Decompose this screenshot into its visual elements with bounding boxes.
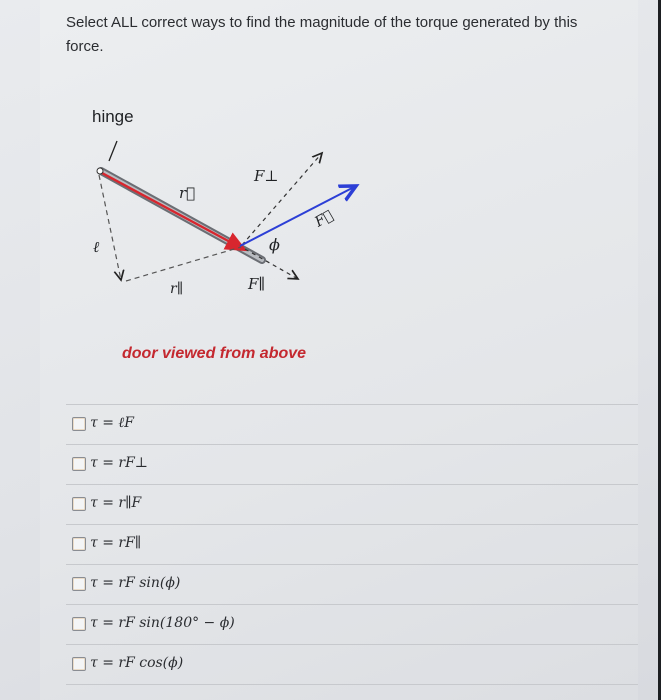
option-label: τ = r∥F	[90, 495, 142, 511]
checkbox[interactable]	[72, 617, 86, 631]
torque-diagram	[40, 95, 638, 385]
option-row[interactable]	[66, 604, 638, 644]
option-label: τ = rF sin(ϕ)	[90, 575, 181, 591]
checkbox[interactable]	[72, 657, 86, 671]
option-row[interactable]	[66, 524, 638, 564]
r-parallel-dashed	[126, 247, 241, 281]
question-card	[40, 0, 638, 700]
r-parallel-label: r∥	[170, 281, 184, 297]
option-label: τ = ℓF	[90, 415, 134, 431]
checkbox[interactable]	[72, 457, 86, 471]
f-perp-label: F⊥	[254, 167, 279, 185]
phi-label: ϕ	[269, 235, 280, 254]
checkbox[interactable]	[72, 497, 86, 511]
option-label: τ = rF⊥	[90, 455, 148, 471]
option-row[interactable]	[66, 444, 638, 484]
r-vector	[102, 173, 245, 250]
option-label: τ = rF sin(180° − ϕ)	[90, 615, 235, 631]
hinge-label: hinge	[92, 107, 134, 126]
force-label: F⃗	[312, 207, 336, 231]
diagram-svg	[40, 95, 638, 385]
answer-options	[66, 404, 638, 685]
checkbox[interactable]	[72, 417, 86, 431]
option-label: τ = rF∥	[90, 535, 142, 551]
checkbox[interactable]	[72, 537, 86, 551]
ell-label: ℓ	[93, 238, 100, 256]
option-row[interactable]	[66, 484, 638, 524]
r-vector-label: r⃗	[179, 184, 196, 202]
question-text: Select ALL correct ways to find the magnitude of the torque generated by this force.	[66, 14, 578, 55]
option-row[interactable]	[66, 644, 638, 685]
force-vector	[240, 186, 356, 246]
hinge-pivot	[97, 168, 103, 174]
lever-arm-dashed	[99, 175, 121, 280]
hinge-mark	[109, 141, 117, 161]
diagram-caption: door viewed from above	[122, 345, 307, 362]
option-row[interactable]	[66, 404, 638, 444]
f-parallel-label: F∥	[248, 275, 266, 293]
option-row[interactable]	[66, 564, 638, 604]
checkbox[interactable]	[72, 577, 86, 591]
option-label: τ = rF cos(ϕ)	[90, 655, 184, 671]
